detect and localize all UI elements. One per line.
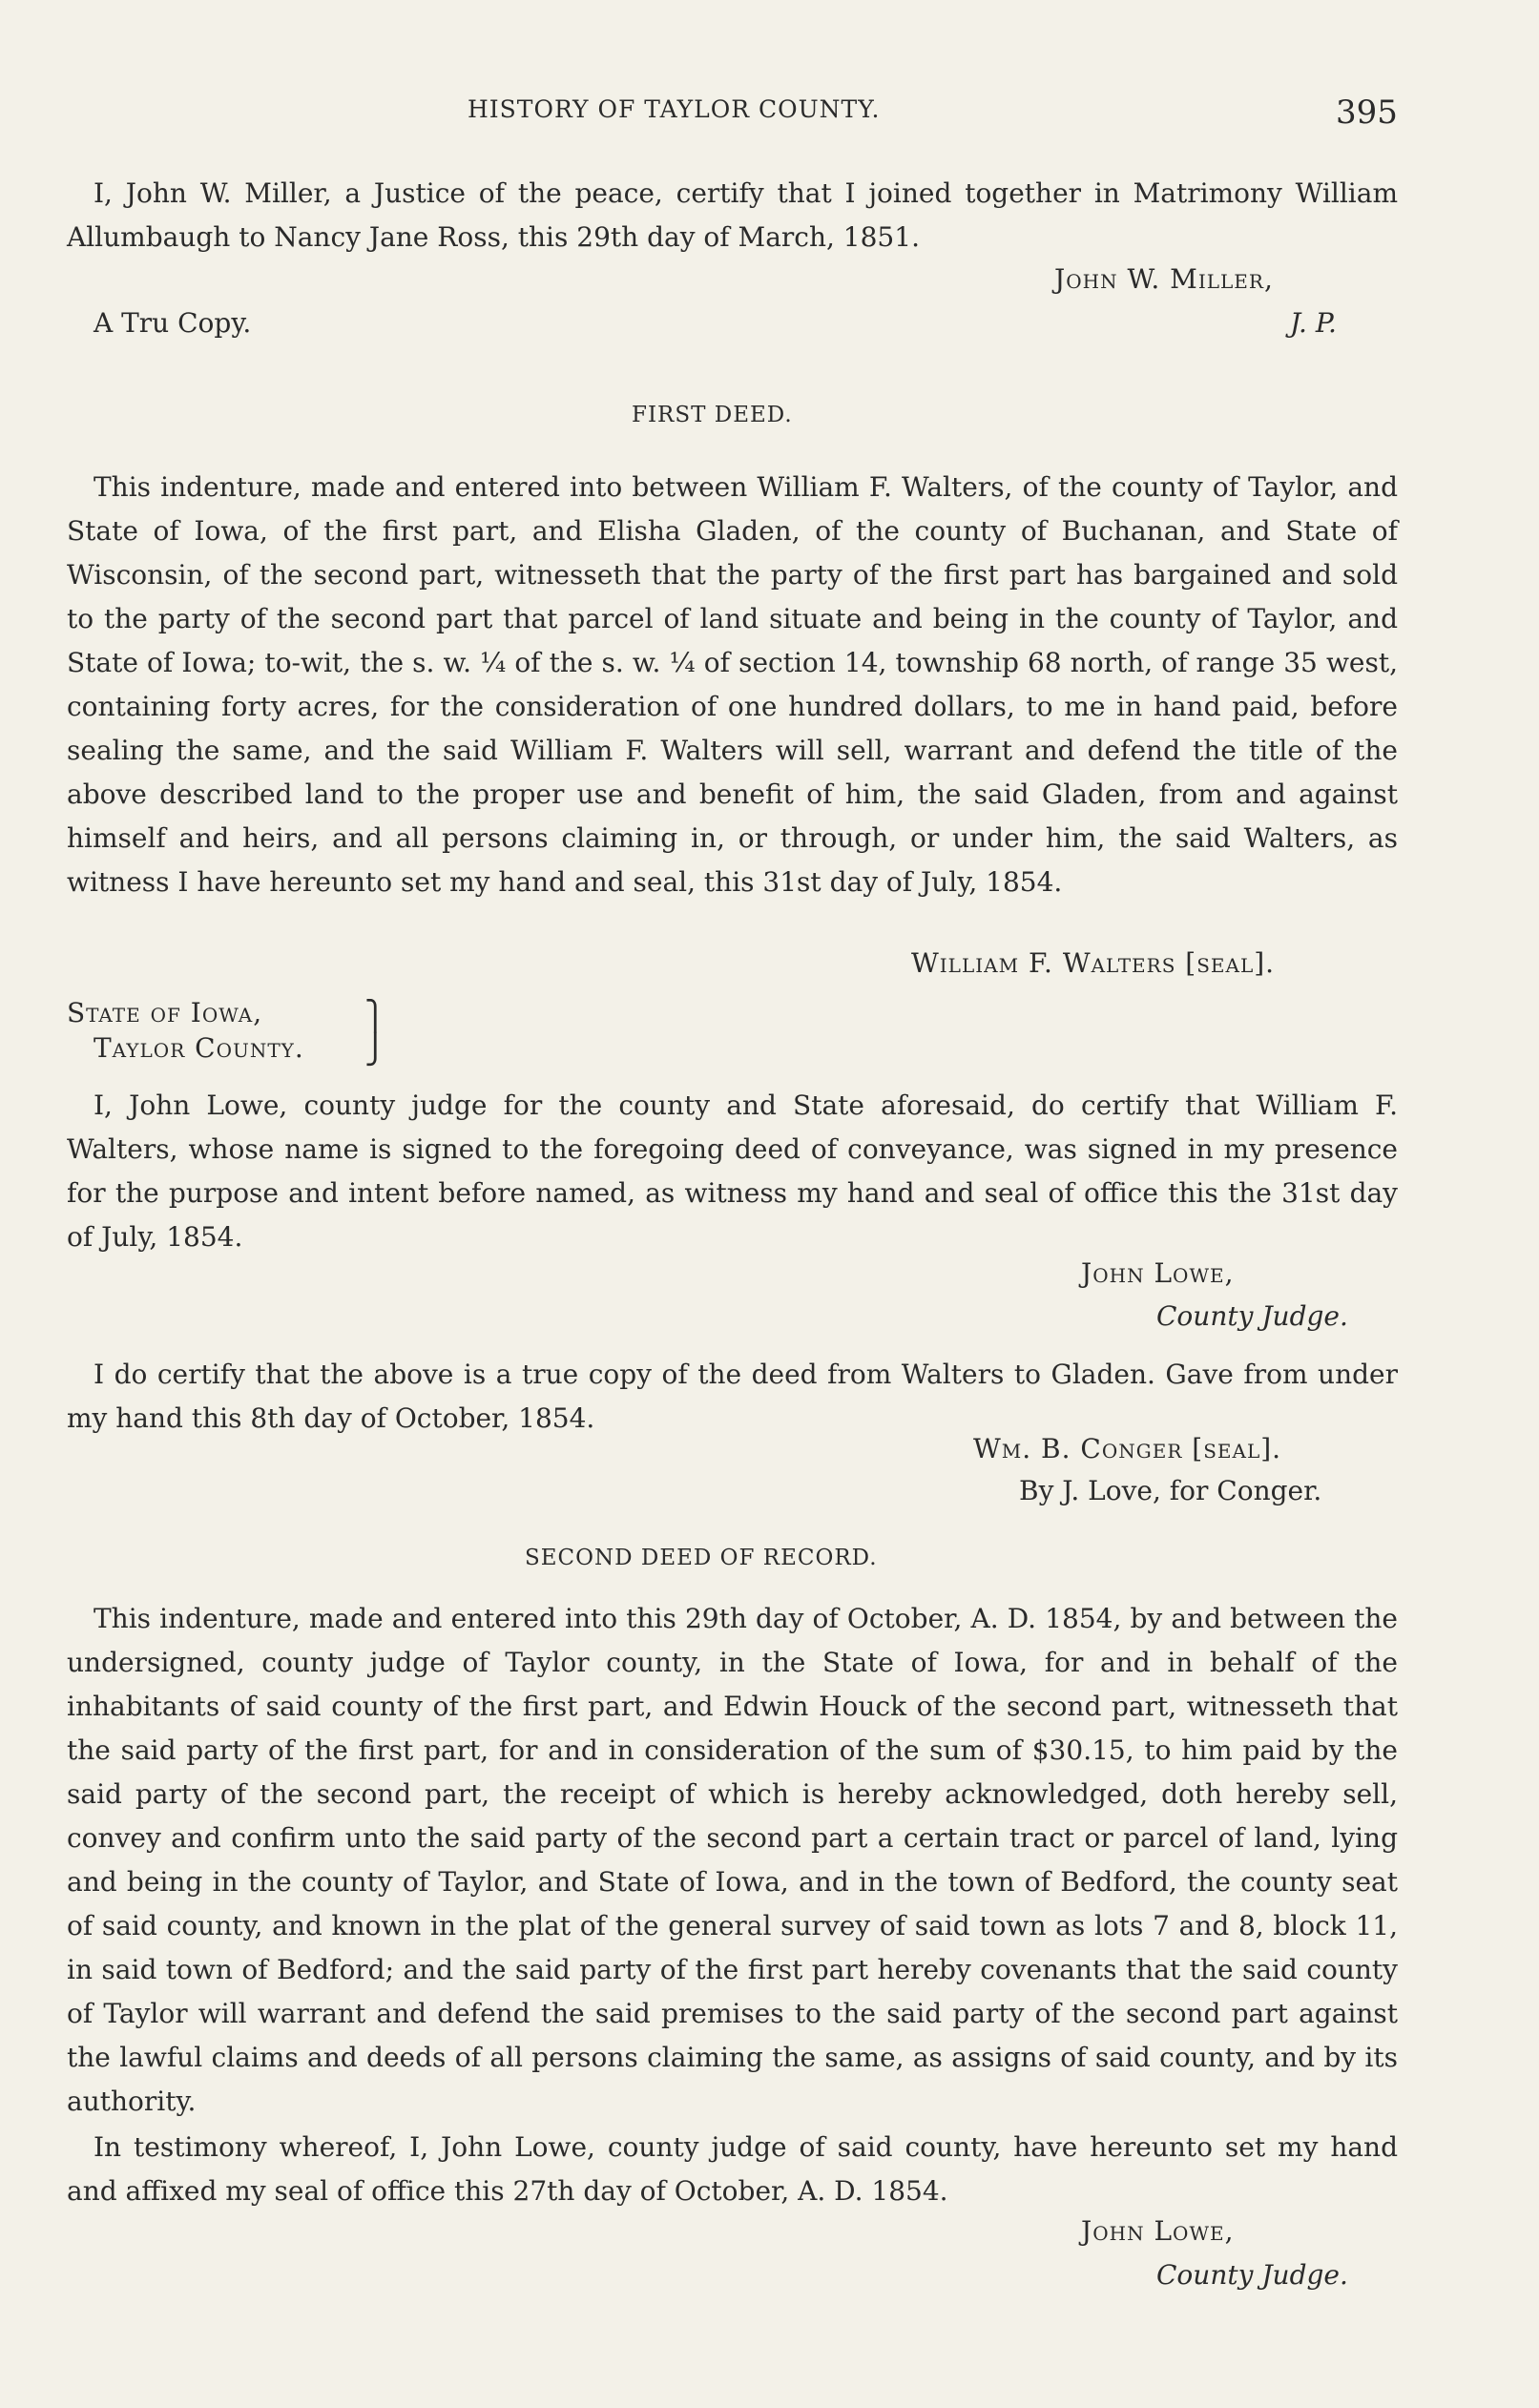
conger-signature: Wm. B. Conger [seal].: [973, 1433, 1282, 1464]
county-judge-title-2: County Judge.: [1156, 2259, 1348, 2291]
copy-note: A Tru Copy.: [94, 307, 252, 339]
lowe-signature-1: John Lowe,: [1081, 1257, 1235, 1289]
copy-certification-paragraph: I do certify that the above is a true copy of the deed from Walters to Gladen. Gave from under my hand this 8th day of October, 1854.: [67, 1359, 1398, 1434]
miller-signature: John W. Miller,: [1054, 263, 1274, 295]
state-line: State of Iowa,: [67, 997, 263, 1028]
lowe-signature-2: John Lowe,: [1081, 2215, 1235, 2247]
second-deed-heading: SECOND DEED OF RECORD.: [525, 1546, 878, 1570]
venue-brace: ⎫ ⎭: [364, 1000, 386, 1067]
jp-title: J. P.: [1290, 307, 1337, 339]
second-deed-paragraph: This indenture, made and entered into this 29th day of October, A. D. 1854, by and between the undersigned, county judge of Taylor county, in the State of Iowa, for and in behalf of the inhabitants of said county of the first part, and Edwin Houck of the second part, witnesseth that the said party of the first part, for and in consideration of the sum of $30.15, to him paid by the said party of the second part, the receipt of which is hereby acknowledged, doth hereby sell, convey and confirm unto the said party of the second part a certain tract or parcel of land, lying and being in the county of Taylor, and State of Iowa, and in the town of Bedford, the county seat of said county, and known in the plat of the general survey of said town as lots 7 and 8, block 11, in said town of Bedford; and the said party of the first part hereby covenants that the said county of Taylor will warrant and defend the said premises to the said party of the second part against the lawful claims and deeds of all persons claiming the same, as assigns of said county, and by its authority.: [67, 1603, 1398, 2117]
running-header: HISTORY OF TAYLOR COUNTY.: [468, 95, 881, 123]
first-deed-paragraph: This indenture, made and entered into between William F. Walters, of the county of Taylor, and State of Iowa, of the first part, and Elisha Gladen, of the county of Buchanan, and State of Wisconsin, of the second part, witnesseth that the party of the first part has bargained and sold to the party of the second part that parcel of land situate and being in the county of Taylor, and State of Iowa; to-wit, the s. w. ¼ of the s. w. ¼ of section 14, township 68 north, of range 35 west, containing forty acres, for the consideration of one hundred dollars, to me in hand paid, before sealing the same, and the said William F. Walters will sell, warrant and defend the title of the above described land to the proper use and benefit of him, the said Gladen, from and against himself and heirs, and all persons claiming in, or through, or under him, the said Walters, as witness I have hereunto set my hand and seal, this 31st day of July, 1854.: [67, 471, 1398, 898]
marriage-paragraph: I, John W. Miller, a Justice of the peace, certify that I joined together in Matrimony William Allumbaugh to Nancy Jane Ross, this 29th day of March, 1851.: [67, 177, 1398, 253]
county-line: Taylor County.: [94, 1032, 304, 1064]
conger-by-line: By J. Love, for Conger.: [1019, 1475, 1322, 1506]
first-deed-heading: FIRST DEED.: [632, 403, 793, 427]
county-judge-title-1: County Judge.: [1156, 1300, 1348, 1332]
judge-certification-paragraph: I, John Lowe, county judge for the county and State aforesaid, do certify that William F. Walters, whose name is signed to the foregoing deed of conveyance, was signed in my presence for the purpose and intent before named, as witness my hand and seal of office this the 31st day of July, 1854.: [67, 1090, 1398, 1253]
testimony-paragraph: In testimony whereof, I, John Lowe, county judge of said county, have hereunto set my hand and affixed my seal of office this 27th day of October, A. D. 1854.: [67, 2131, 1398, 2207]
walters-signature: William F. Walters [seal].: [911, 947, 1276, 979]
page-number: 395: [1336, 93, 1398, 132]
